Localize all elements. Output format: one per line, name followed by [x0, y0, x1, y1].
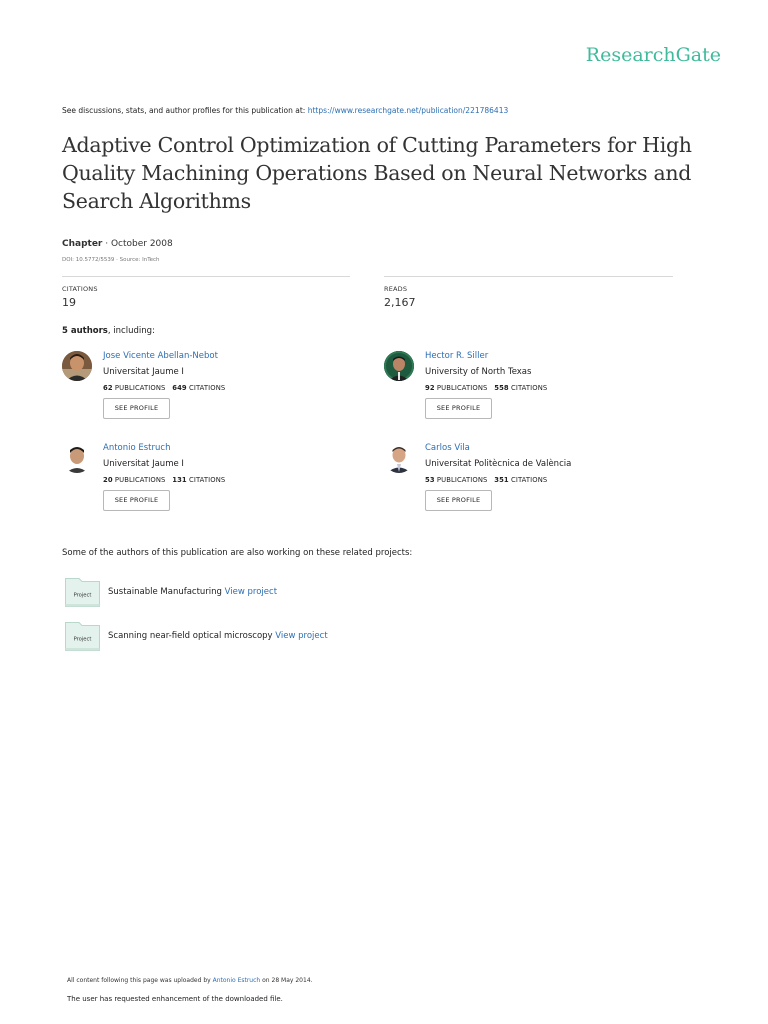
enhancement-note: The user has requested enhancement of the downloaded file.	[67, 995, 283, 1003]
citations-label: CITATIONS	[508, 384, 548, 392]
publication-title: Adaptive Control Optimization of Cutting Parameters for High Quality Machining Operations Based on Neural Networks and Search Algorithms	[62, 133, 692, 213]
author-card	[62, 351, 362, 431]
author-name[interactable]: Hector R. Siller	[425, 351, 489, 361]
see-profile-button[interactable]: SEE PROFILE	[103, 490, 170, 511]
publications-label: PUBLICATIONS	[434, 476, 488, 484]
project-item	[65, 578, 565, 612]
researchgate-logo[interactable]: ResearchGate	[585, 44, 721, 66]
author-stats	[103, 476, 225, 484]
publications-label: PUBLICATIONS	[434, 384, 488, 392]
citations-count: 649	[172, 384, 187, 392]
citations-count: 351	[494, 476, 509, 484]
authors-suffix: , including:	[107, 326, 155, 336]
project-text	[108, 631, 328, 641]
citations-label: CITATIONS	[186, 476, 226, 484]
related-projects-heading: Some of the authors of this publication are also working on these related projects:	[62, 548, 413, 558]
author-stats	[425, 476, 547, 484]
citations-value: 19	[62, 296, 76, 309]
view-project-link[interactable]: View project	[224, 587, 278, 597]
author-institution: University of North Texas	[425, 367, 532, 377]
avatar[interactable]	[62, 443, 92, 473]
citations-count: 131	[172, 476, 187, 484]
see-profile-button[interactable]: SEE PROFILE	[425, 398, 492, 419]
reads-divider	[384, 276, 673, 277]
project-badge-label: Project	[73, 636, 92, 643]
reads-value: 2,167	[384, 296, 416, 309]
project-name: Sustainable Manufacturing	[108, 587, 225, 597]
authors-count: 5 authors	[62, 326, 108, 336]
publication-meta	[62, 239, 173, 249]
project-name: Scanning near-field optical microscopy	[108, 631, 276, 641]
avatar[interactable]	[384, 443, 414, 473]
publications-count: 53	[425, 476, 435, 484]
author-name[interactable]: Jose Vicente Abellan-Nebot	[103, 351, 218, 361]
project-folder-icon[interactable]	[65, 578, 100, 607]
citations-label: CITATIONS	[186, 384, 226, 392]
publication-date: · October 2008	[102, 239, 173, 249]
publications-count: 92	[425, 384, 435, 392]
upload-prefix: All content following this page was uploaded by	[67, 977, 213, 984]
project-folder-icon[interactable]	[65, 622, 100, 651]
reads-label: READS	[384, 285, 408, 293]
upload-note	[67, 977, 313, 984]
author-card	[62, 443, 362, 523]
avatar[interactable]	[62, 351, 92, 381]
see-profile-button[interactable]: SEE PROFILE	[425, 490, 492, 511]
discussion-text: See discussions, stats, and author profiles for this publication at:	[62, 106, 308, 115]
project-badge-label: Project	[73, 592, 92, 599]
project-item	[65, 622, 565, 656]
authors-heading	[62, 326, 155, 336]
author-stats	[425, 384, 547, 392]
author-name[interactable]: Carlos Vila	[425, 443, 470, 453]
publications-count: 20	[103, 476, 113, 484]
author-institution: Universitat Jaume I	[103, 459, 184, 469]
doi-line: DOI: 10.5772/5539 · Source: InTech	[62, 257, 160, 263]
publication-link[interactable]: https://www.researchgate.net/publication/221786413	[307, 106, 509, 115]
citations-count: 558	[494, 384, 509, 392]
publication-type: Chapter	[62, 239, 103, 249]
discussion-line	[62, 106, 508, 115]
publications-label: PUBLICATIONS	[112, 476, 166, 484]
author-name[interactable]: Antonio Estruch	[103, 443, 171, 453]
author-institution: Universitat Jaume I	[103, 367, 184, 377]
author-institution: Universitat Politècnica de València	[425, 459, 572, 469]
publications-count: 62	[103, 384, 113, 392]
avatar[interactable]	[384, 351, 414, 381]
author-stats	[103, 384, 225, 392]
author-card	[384, 351, 684, 431]
upload-suffix: on 28 May 2014.	[260, 977, 313, 984]
view-project-link[interactable]: View project	[275, 631, 328, 641]
citations-label: CITATIONS	[508, 476, 548, 484]
uploader-link[interactable]: Antonio Estruch	[212, 977, 261, 984]
citations-label: CITATIONS	[62, 285, 98, 293]
project-text	[108, 587, 277, 597]
author-card	[384, 443, 684, 523]
publications-label: PUBLICATIONS	[112, 384, 166, 392]
citations-divider	[62, 276, 350, 277]
see-profile-button[interactable]: SEE PROFILE	[103, 398, 170, 419]
